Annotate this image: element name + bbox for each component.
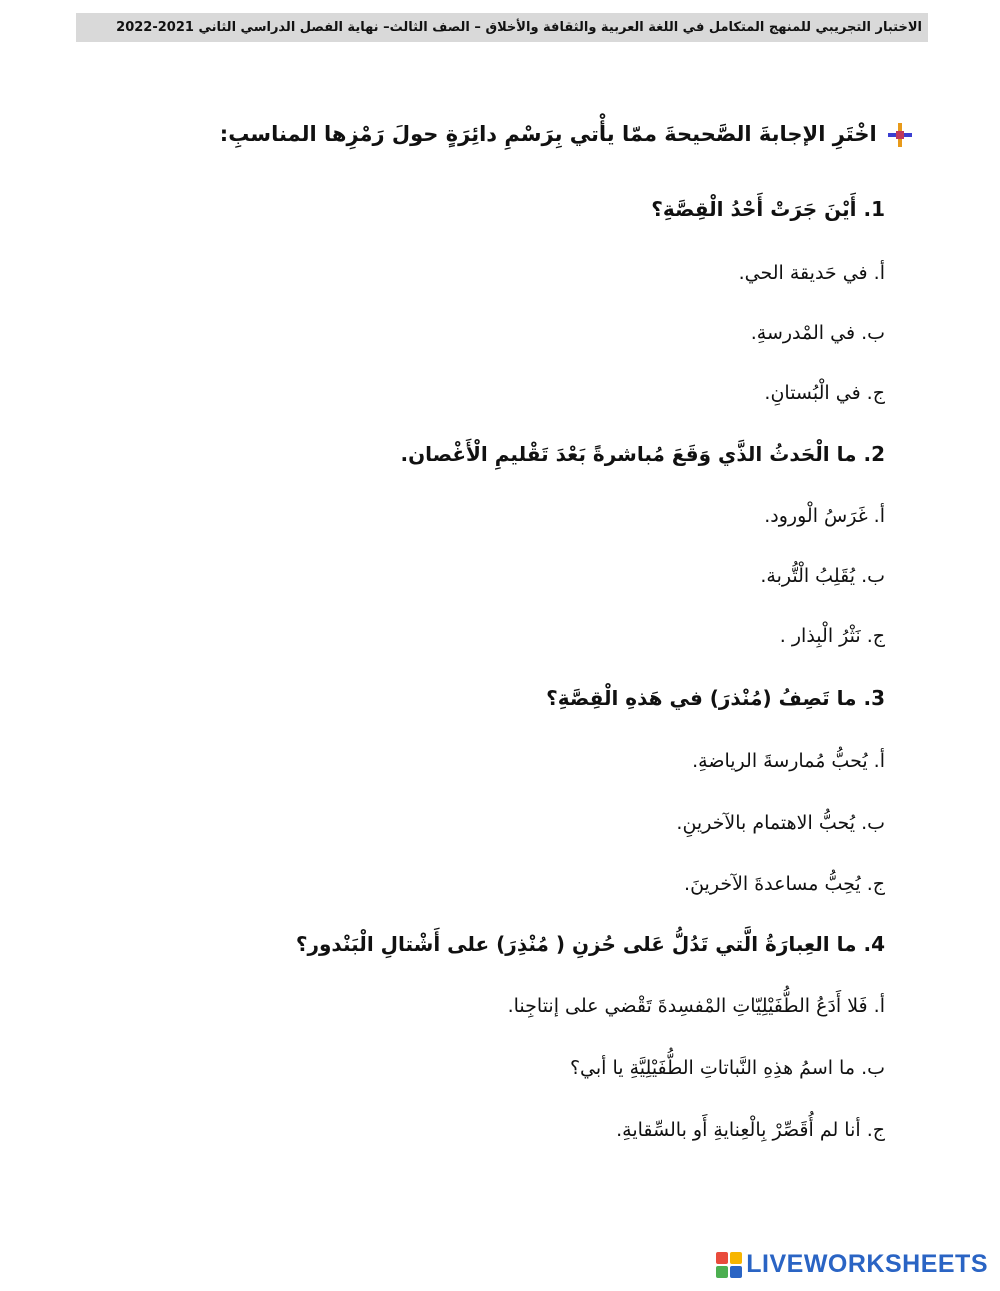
liveworksheets-logo-icon (716, 1252, 742, 1278)
exam-header: الاختبار التجريبي للمنهج المتكامل في اللغة العربية والثقافة والأخلاق – الصف الثالث– نهاية الفصل الدراسي الثاني 2021-2022 (76, 13, 928, 42)
question-3-option-a[interactable]: أ. يُحبُّ مُمارسةَ الرياضةِ. (692, 750, 885, 772)
logo-square-1 (716, 1252, 728, 1264)
question-1-option-a[interactable]: أ. في حَديقة الحي. (738, 262, 885, 284)
logo-square-4 (730, 1266, 742, 1278)
logo-square-3 (716, 1266, 728, 1278)
question-3: 3. ما تَصِفُ (مُنْذرَ) في هَذهِ الْقِصَّةِ؟ (546, 686, 885, 710)
logo-square-2 (730, 1252, 742, 1264)
question-2-option-b[interactable]: ب. يُقَلِبُ الْتُّربة. (760, 565, 885, 587)
question-1-option-b[interactable]: ب. في المْدرسةِ. (750, 322, 885, 344)
question-2-option-a[interactable]: أ. غَرَسُ الْورود. (764, 505, 885, 527)
question-4-option-c[interactable]: ج. أنا لم أُقَصِّرْ بِالْعِنايةِ أَو بالسِّقايةِ. (616, 1119, 885, 1141)
liveworksheets-logo-text: LIVEWORKSHEETS (746, 1250, 988, 1278)
liveworksheets-logo (716, 1250, 988, 1279)
question-3-option-b[interactable]: ب. يُحبُّ الاهتمام بالآخرينِ. (676, 812, 885, 834)
question-1-option-c[interactable]: ج. في الْبُستانِ. (764, 382, 885, 404)
question-4-option-b[interactable]: ب. ما اسمُ هذِهِ النَّباتاتِ الطُّفَيْلِيَّةِ يا أبي؟ (569, 1057, 885, 1079)
instruction (220, 122, 912, 147)
question-3-option-c[interactable]: ج. يُحِبُّ مساعدةَ الآخرينَ. (684, 873, 885, 895)
instruction-text: اخْتَرِ الإجابةَ الصَّحيحةَ ممّا يأْتي بِرَسْمِ دائِرَةٍ حولَ رَمْزِها المناسبِ: (219, 122, 877, 146)
question-2-option-c[interactable]: ج. نَثْرُ الْبِذار . (779, 625, 885, 647)
question-2: 2. ما الْحَدثُ الذَّي وَقَعَ مُباشرةً بَعْدَ تَقْليمِ الْأَغْصان. (400, 442, 885, 466)
question-4-option-a[interactable]: أ. فَلا أَدَعُ الطُّفَيْلِيّاتِ المْفسِدةَ تَقْضي على إنتاجِنا. (507, 995, 885, 1017)
question-4: 4. ما العِبارَةُ الَّتي تَدُلُّ عَلى حُزنِ ( مُنْذِرَ) على أَشْتالِ الْبَنْدور؟ (295, 932, 885, 956)
star-bullet-icon (888, 123, 912, 147)
question-1: 1. أَيْنَ جَرَتْ أَحْدُ الْقِصَّةِ؟ (651, 197, 885, 221)
